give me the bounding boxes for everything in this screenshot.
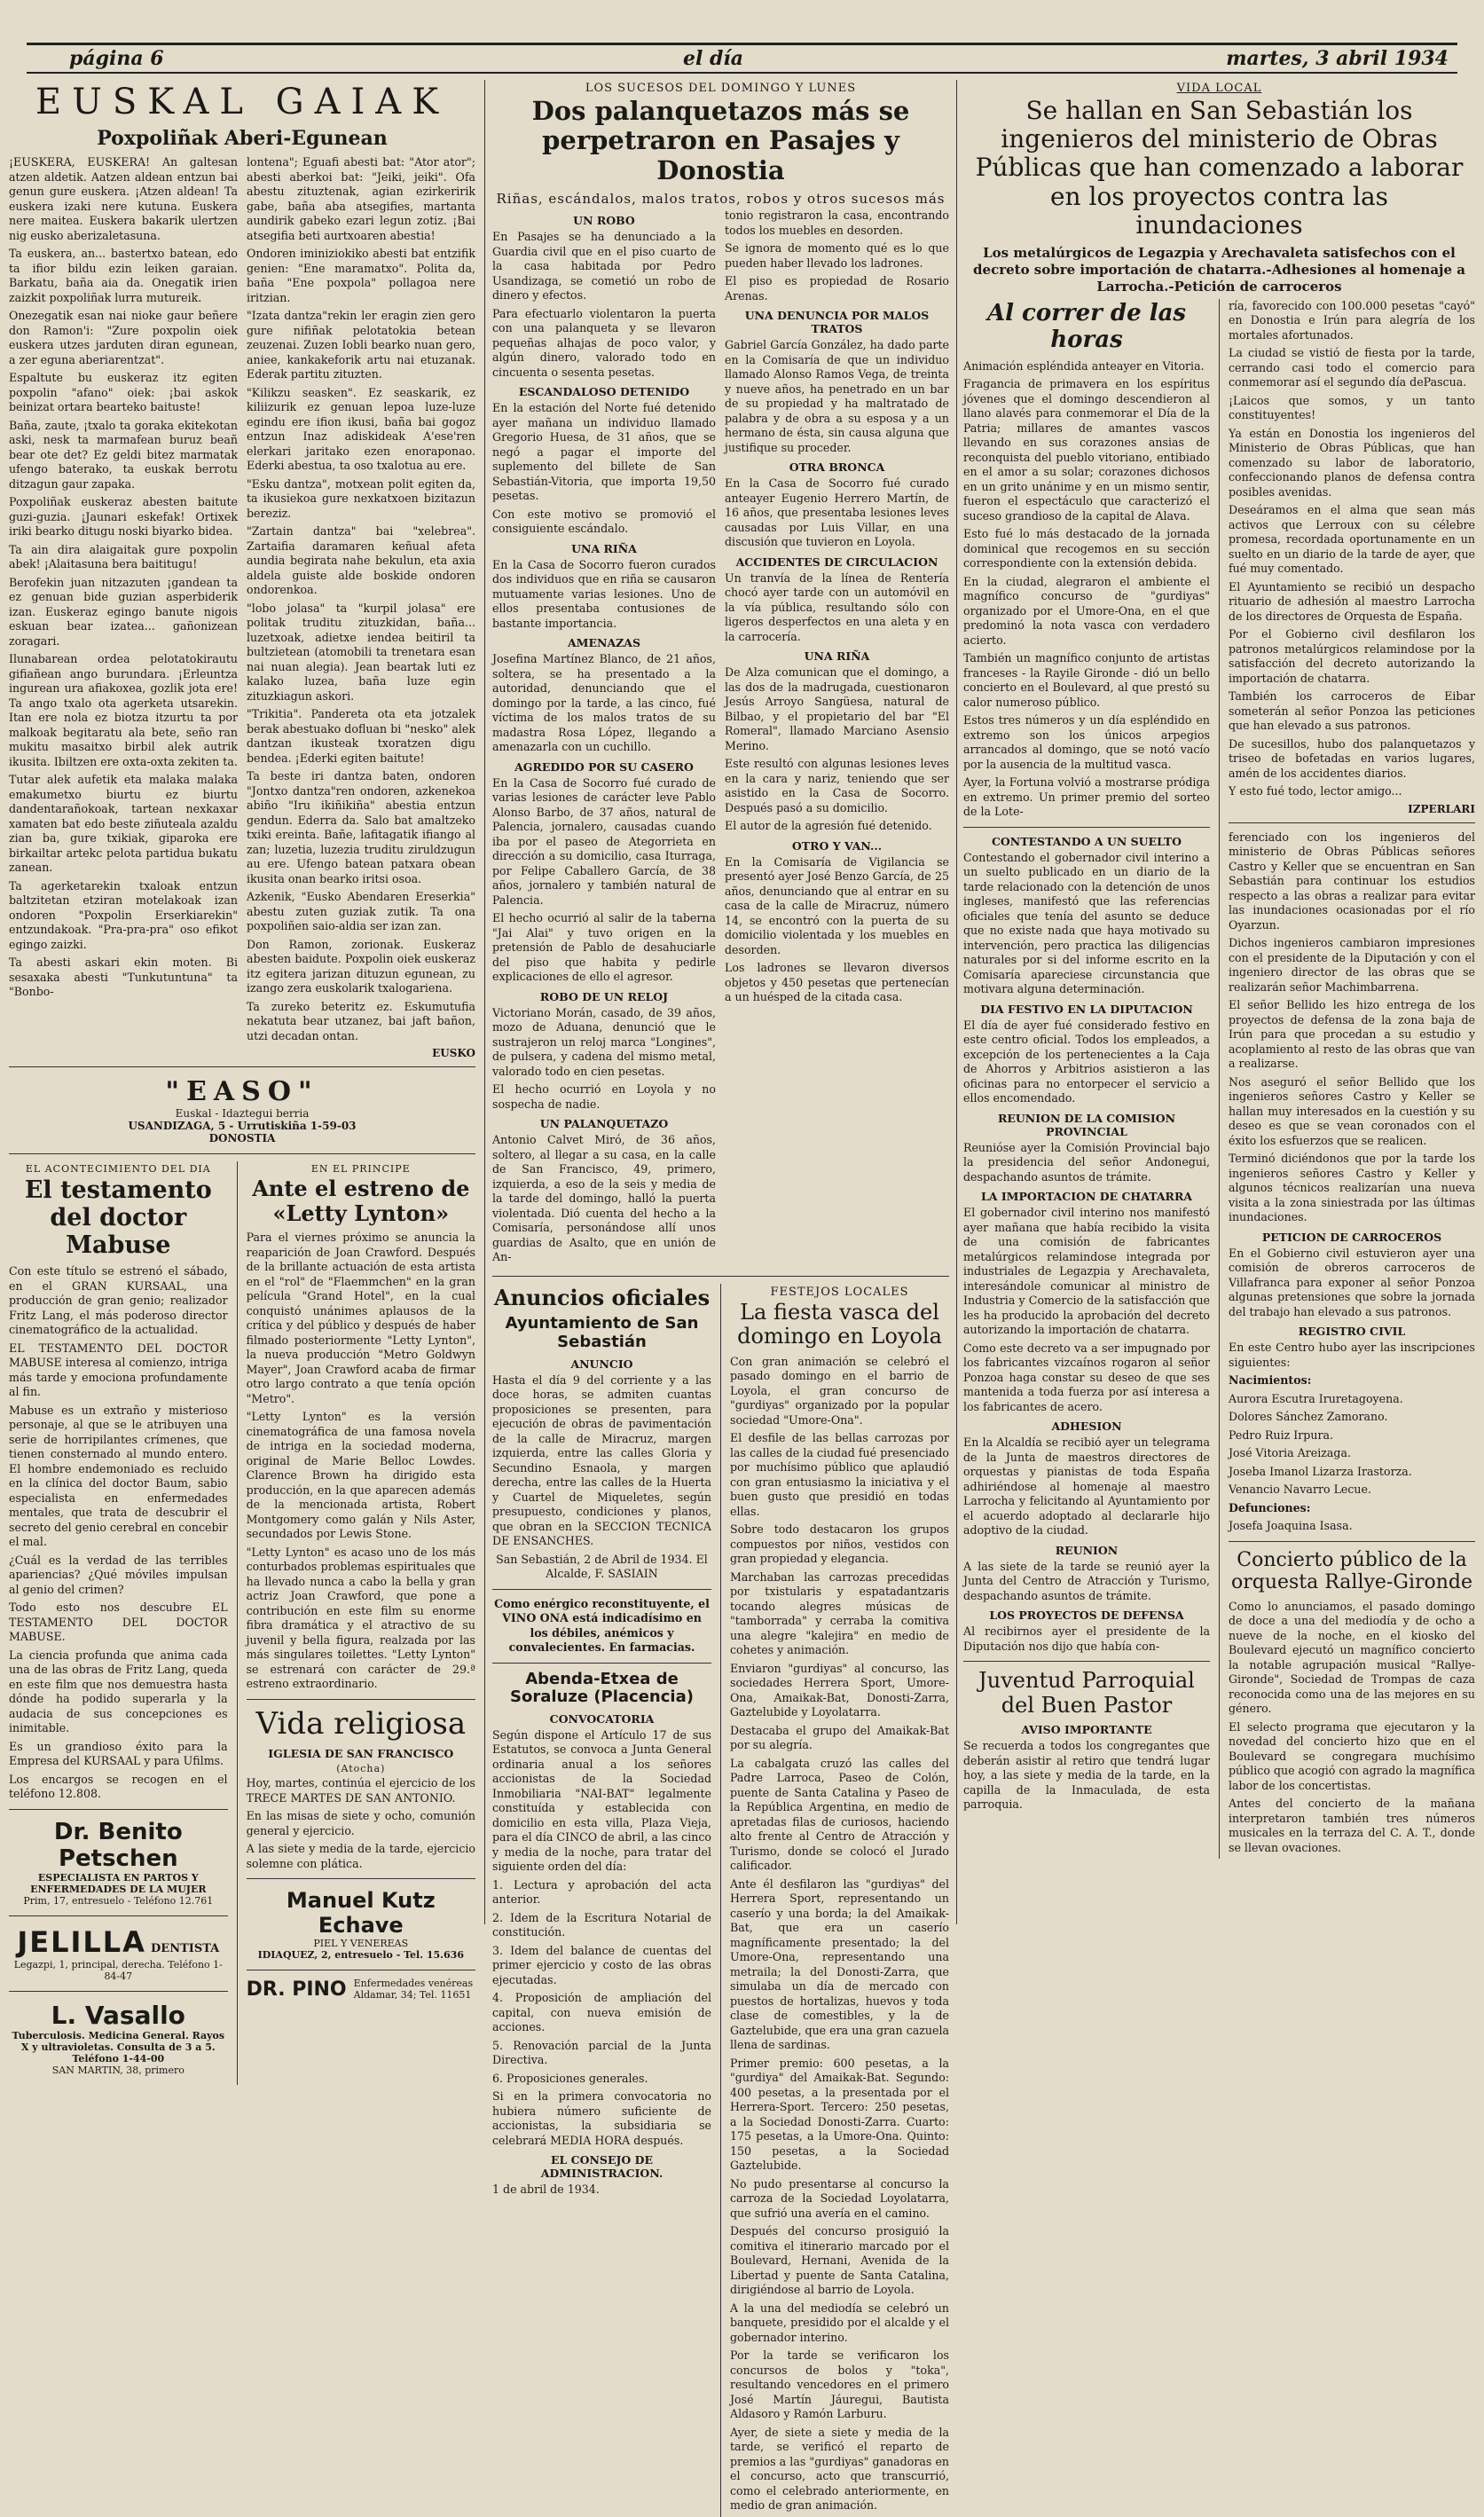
paragraph: lontena"; Eguafi abesti bat: "Ator ator"; abesti aberkoi bat: "Jeiki, jeiki". Ofa abestu zituztenak, agian ezirkeririk gabe, baña aba atsegifies, martanta aundirik gabeko ezari legun zotiz. ¡Bai atsegifia beti aurtxoaren abestia! [247, 155, 475, 242]
paragraph: Los encargos se recogen en el teléfono 12.808. [9, 1772, 228, 1801]
abenda-title: Abenda-Etxea de Soraluze (Placencia) [510, 1669, 694, 1707]
column-middle [492, 80, 950, 2513]
subheading: ACCIDENTES DE CIRCULACION [735, 555, 938, 569]
subheading: UN PALANQUETAZO [539, 1117, 669, 1131]
list-item: Venancio Navarro Lecue. [1229, 1483, 1372, 1497]
paragraph: Este resultó con algunas lesiones leves en la cara y nariz, teniendo que ser asistido en la Casa de Socorro. Después pasó a su domicilio. [725, 757, 949, 814]
paragraph: En la Casa de Socorro fueron curados dos individuos que en riña se causaron mutuamente varias lesiones. Uno de ellos presentaba contusiones de bastante importancia. [492, 557, 716, 630]
subheading: AGREDIDO POR SU CASERO [514, 759, 694, 774]
paragraph: Ta zureko beteritz ez. Eskumutufia nekatuta bear utzanez, bai jaft bañon, utzi decadan ontan. [247, 999, 475, 1042]
paragraph: Con gran animación se celebró el pasado domingo en el barrio de Loyola, el gran concurso de "gurdiyas" organizado por la popular sociedad "Umore-Ona". [730, 1354, 950, 1427]
paragraph: Josefina Martínez Blanco, de 21 años, soltera, se ha presentado a la autoridad, denunciando que el domingo por la tarde, a las cinco, fué víctima de los malos tratos de su madastra Rosa López, llegando a amenazarla con un cuchillo. [492, 652, 716, 754]
paragraph: Ayer, de siete a siete y media de la tarde, se verificó el reparto de premios a las "gurdiyas" ganadoras en el concurso, acto que transcurrió, como el celebrado anteriormente, en medio de gran animación. [730, 2425, 950, 2513]
ad-name: JELILLA [17, 1924, 146, 1959]
paragraph: Terminó diciéndonos que por la tarde los ingenieros señores Castro y Keller y algunos técnicos realizarían una nueva visita a la zona siniestrada por las últimas inundaciones. [1229, 1152, 1476, 1224]
signature: IZPERLARI [1408, 802, 1476, 815]
paragraph: "lobo jolasa" ta "kurpil jolasa" ere politak truditu zituzkidan, baña... luzetxoak, adietxe iendea beitiril ta bultzietean (atomobili ta trenetara esan nai nuan alegia). Jean beartak luti ez kalako luzea, baña luze egin zituzkiagun askori. [247, 601, 475, 703]
juventud-title: Juventud Parroquial del Buen Pastor [978, 1668, 1195, 1718]
paragraph: "Izata dantza"rekin ler eragin zien gero gure nifiñak pelotatokia betean zeuzenai. Zuzen Iobli bearko nuan gero, aniee, kankakeforik artu nai etuzanak. Ederak partitu zituzten. [247, 309, 475, 381]
ad-name: Dr. Benito Petschen [53, 1818, 183, 1872]
subheading: REUNION DE LA COMISION PROVINCIAL [997, 1111, 1176, 1138]
paragraph: ferenciado con los ingenieros del ministerio de Obras Públicas señores Castro y Keller que se encuentran en San Sebastián para continuar los estudios respecto a las obras a realizar para evitar las inundaciones ocasionadas por el río Oyarzun. [1229, 830, 1476, 932]
paragraph: Tutar alek aufetik eta malaka malaka emakumetxo biurtu ez biurtu dandentarañokoak, tartean nexkaxar xamaten bat edo beste ziñuteala azaldu zian ba, gure txikiak, giparoka ere birkailtar artekc pelota partidua bukatu zanean. [9, 773, 238, 875]
paragraph: En la estación del Norte fué detenido ayer mañana un individuo llamado Gregorio Huesa, de 31 años, que se negó a pagar el importe del suplemento del billete de San Sebastián-Vitoria, que importa 19,50 pesetas. [492, 401, 716, 503]
ad-kutz [247, 1888, 475, 1961]
euskal-gaiak-subtitle: Poxpoliñak Aberi-Egunean [97, 127, 388, 150]
paragraph: Antes del concierto de la mañana interpretaron también tres números musicales en la terraza del C. A. T., donde se llevan ovaciones. [1229, 1797, 1476, 1854]
paragraph: Ta beste iri dantza baten, ondoren "Jontxo dantza"ren ondoren, azkenekoa abiño "Iru ikiñikiña" abestia entzun gendun. Ederra da. Salo bat amaltzeko txiki ereinta. Bañe, lafitagatik ifiango al zan; luzetia, luzezia truditu ziruldzugun au ere. Ufengo batean patxara obean ikusita onan bearko iritsi osoa. [247, 769, 475, 885]
paragraph: ¡EUSKERA, EUSKERA! An galtesan atzen aldetik. Aatzen aldean entzun bai genun gure euskera. ¡Atzen aldean! Ta euskera izaki nere kutuna. Euskera nere maitea. Euskera bakarik ulertzen nig eusko aberizaletasuna. [9, 155, 238, 242]
paragraph: El selecto programa que ejecutaron y la novedad del concierto hizo que en el Boulevard se congregara muchísimo público que acogió con agrado la magnífica labor de los concertistas. [1229, 1719, 1476, 1792]
loyola-article [730, 1284, 949, 2517]
subheading: OTRA BRONCA [789, 460, 885, 475]
paragraph: A las siete y media de la tarde, ejercicio solemne con plática. [246, 1842, 475, 1870]
ad-easo [9, 1076, 475, 1144]
paragraph: La ciencia profunda que anima cada una de las obras de Fritz Lang, queda en este film que nos demuestra hasta dónde ha podido superarla y la audacia de sus concepciones es inimitable. [9, 1648, 228, 1735]
subheading: LA IMPORTACION DE CHATARRA [980, 1190, 1193, 1204]
list-item: Josefa Joaquina Isasa. [1229, 1519, 1353, 1533]
paragraph: Con este título se estrenó el sábado, en el GRAN KURSAAL, una producción de gran genio; realizador Fritz Lang, el más poderoso director cinematográfico de la actualidad. [9, 1264, 228, 1337]
paragraph: A las siete de la tarde se reunió ayer la Junta del Centro de Atracción y Turismo, despachando asuntos de trámite. [963, 1559, 1211, 1602]
issue-date: martes, 3 abril 1934 [1226, 47, 1449, 70]
newspaper-name: el día [683, 47, 744, 70]
page-number: página 6 [69, 47, 164, 70]
section-label: FESTEJOS LOCALES [770, 1285, 909, 1299]
list-item: Aurora Escutra Iruretagoyena. [1229, 1391, 1403, 1405]
paragraph: tonio registraron la casa, encontrando todos los muebles en desorden. [725, 208, 949, 237]
list-item: José Vitoria Areizaga. [1229, 1446, 1351, 1460]
ad-jelilla [9, 1925, 228, 1982]
paragraph: Ta agerketarekin txaloak entzun baltzitetan etziran motelakoak izan ondoren "Poxpolin Erserkiarekin" entzundakoak. "Pra-pra-pra" oso efikot egingo zaizki. [9, 878, 238, 951]
agenda-item: 6. Proposiciones generales. [492, 2071, 648, 2085]
paragraph: San Sebastián, 2 de Abril de 1934. El Alcalde, F. SASIAIN [496, 1552, 708, 1580]
ad-line: Enfermedades venéreas [353, 1978, 474, 1990]
ad-line: ESPECIALISTA EN PARTOS Y ENFERMEDADES DE LA MUJER [30, 1871, 207, 1895]
paragraph: El piso es propiedad de Rosario Arenas. [725, 274, 949, 303]
ad-name: "EASO" [165, 1076, 319, 1108]
paragraph: También un magnífico conjunto de artistas franceses - la Rayile Gironde - dió un bello concierto en el Boulevard, al que prestó su calor numeroso público. [963, 651, 1211, 709]
ad-line: Tuberculosis. Medicina General. Rayos X y ultravioletas. Consulta de 3 a 5. Teléfono 1-44-00 [12, 2029, 225, 2065]
paragraph: Ayer, la Fortuna volvió a mostrarse pródiga en extremo. Un primer premio del sorteo de la Lote- [963, 775, 1211, 819]
paragraph: El autor de la agresión fué detenido. [725, 819, 932, 833]
paragraph: De Alza comunican que el domingo, a las dos de la madrugada, cuestionaron Jesús Arroyo Sangüesa, natural de Bilbao, y el propietario del bar "El Romeral", llamado Marciano Asensio Merino. [725, 665, 949, 752]
agenda-item: 3. Idem del balance de cuentas del primer ejercicio y costo de las obras ejecutadas. [492, 1943, 712, 1986]
estreno-title: Ante el estreno de «Letty Lynton» [252, 1176, 470, 1226]
ad-line: IDIAQUEZ, 2, entresuelo - Tel. 15.636 [257, 1949, 464, 1962]
section-label: EL ACONTECIMIENTO DEL DIA [25, 1163, 211, 1176]
paragraph: Un tranvía de la línea de Rentería chocó ayer tarde con un automóvil en la vía pública, resultando sólo con ligeros desperfectos en una aleta y en la carrocería. [725, 570, 949, 643]
column-left [9, 80, 475, 2076]
paragraph: Si en la primera convocatoria no hubiera número suficiente de accionistas, la subsidiaria se celebrará MEDIA HORA después. [492, 2089, 712, 2147]
subheading: DIA FESTIVO EN LA DIPUTACION [980, 1002, 1193, 1016]
paragraph: Espaltute bu euskeraz itz egiten poxpolin "afano" oiek: ¡bai askok beinizat ortara bearteko baituste! [9, 371, 238, 414]
ad-line: Aldamar, 34; Tel. 11651 [353, 1989, 472, 2002]
subheading: AVISO IMPORTANTE [1021, 1723, 1152, 1737]
paragraph: Deseáramos en el alma que sean más activos que Lerroux con su célebre promesa, recordada oportunamente en un suelto en un diario de la tarde de ayer, que fué muy comentado. [1229, 503, 1476, 576]
paragraph: De sucesillos, hubo dos palanquetazos y triseo de bofetadas en varios lugares, amén de los accidentes diarios. [1229, 736, 1476, 780]
paragraph: "Kilikzu seasken". Ez seaskarik, ez kiliizurik ez genuan lepoa luze-luze egindu ere ifion ikusi, baña bai gogoz entzun Inaz adiskideak A'ese'ren elerkari jaritako ezen enoraponao. Ederki abestua, ta oso txalotua au ere. [247, 385, 475, 473]
euskal-gaiak-title: EUSKAL GAIAK [35, 82, 450, 122]
paragraph: Animación espléndida anteayer en Vitoria. [963, 358, 1205, 373]
paragraph: "Esku dantza", motxean polit egiten da, ta ikusiekoa gure nexkatxoen bizitazun bereziz. [247, 476, 475, 520]
vino-ona-ad: Como enérgico reconstituyente, el VINO ONA está indicadísimo en los débiles, anémicos y convalecientes. En farmacias. [494, 1596, 710, 1654]
paragraph: Nos aseguró el señor Bellido que los ingenieros señores Castro y Keller se hallan muy interesados en la cuestión y su deseo es que se vean coronados con el éxito los esfuerzos que se realicen. [1229, 1074, 1476, 1147]
ad-line: SAN MARTIN, 38, primero [51, 2064, 185, 2076]
paragraph: Por el Gobierno civil desfilaron los patronos metalúrgicos relamindose por la satisfacción del decreto autorizando la importación de chatarra. [1229, 627, 1476, 685]
subheading: IGLESIA DE SAN FRANCISCO [268, 1747, 454, 1761]
paragraph: ¿Cuál es la verdad de las terribles apariencias? ¿Qué móviles impulsan al genio del crimen? [9, 1553, 228, 1596]
paragraph: Don Ramon, zorionak. Euskeraz abesten baidute. Poxpolin oiek euskeraz itz egitera jarizan dituzun egunean, zu izango zera euskolarik txalogariena. [247, 937, 475, 995]
subheading: REUNION [1055, 1543, 1119, 1557]
anuncios-title: Anuncios oficiales [493, 1284, 711, 1310]
paragraph: Primer premio: 600 pesetas, a la "gurdiya" del Amaikak-Bat. Segundo: 400 pesetas, a la presentada por el Herrera-Sport. Tercero: 250 pesetas, a la Sociedad Donosti-Zarra. Cuarto: 175 pesetas, a la Umore-Ona. Quinto: 150 pesetas, a la Sociedad Gaztelubide. [730, 2056, 950, 2173]
paragraph: Antonio Calvet Miró, de 36 años, soltero, al llegar a su casa, en la calle de San Francisco, 49, primero, izquierda, a eso de la seis y media de la tarde del domingo, halló la puerta violentada. Dió cuenta del hecho a la Comisaría, personándose allí unos guardias de Asalto, que en unión de An- [492, 1133, 716, 1264]
paragraph: Reunióse ayer la Comisión Provincial bajo la presidencia del señor Andonegui, despachando asuntos de trámite. [963, 1140, 1211, 1184]
paragraph: Todo esto nos descubre EL TESTAMENTO DEL DOCTOR MABUSE. [9, 1601, 228, 1644]
paragraph: Ante él desfilaron las "gurdiyas" del Herrera Sport, representando un caserío y una borda; la del Amaikak-Bat, que era un caserío magníficamente presentado; la del Umore-Ona, representando una metraila; la del Donosti-Zarra, que simulaba un día de mercado con puestos de hortalizas, huevos y toda clase de comestibles, y la de Gaztelubide, que era una gran cazuela llena de sardinas. [730, 1876, 950, 2052]
list-label: Nacimientos: [1229, 1373, 1312, 1388]
ad-petschen [9, 1819, 228, 1907]
paragraph: Victoriano Morán, casado, de 39 años, mozo de Aduana, denunció que le sustrajeron un reloj marca "Longines", de pulsera, y cadena del mismo metal, valorado todo en cien pesetas. [492, 1005, 716, 1078]
paragraph: Para el viernes próximo se anuncia la reaparición de Joan Crawford. Después de la brillante actuación de esta artista en el "rol" de "Flaemmchen" en la gran película "Grand Hotel", en la cual conquistó unánimes aplausos de la crítica y del público y después de haber filmado posteriormente "Letty Lynton", la nueva producción "Metro Goldwyn Mayer", Joan Crawford acaba de firmar otro largo contrato a que tenía opción "Metro". [246, 1231, 475, 1405]
agenda-item: 4. Proposición de ampliación del capital, con nueva emisión de acciones. [492, 1991, 712, 2034]
paragraph: La cabalgata cruzó las calles del Padre Larroca, Paseo de Colón, puente de Santa Catalina y Paseo de la República Argentina, en medio de apretadas filas de curiosos, haciendo alto frente al Centro de Atracción y Turismo, donde se colocó el Jurado calificador. [730, 1756, 950, 1873]
subheading: UNA RIÑA [571, 541, 637, 555]
paragraph: El hecho ocurrió en Loyola y no sospecha de nadie. [492, 1082, 716, 1111]
subheading: CONVOCATORIA [549, 1711, 655, 1726]
paragraph: "Zartain dantza" bai "xelebrea". Zartaifia daramaren keñual afeta aundia begirata nahe bekulun, eta axia aldela guiste alde boskide ondoren ondorenkoa. [247, 524, 475, 597]
subheading: UNA RIÑA [804, 649, 870, 664]
agenda-item: 5. Renovación parcial de la Junta Directiva. [492, 2038, 712, 2067]
agenda-item: 2. Idem de la Escritura Notarial de constitución. [492, 1910, 712, 1939]
column-rule [484, 80, 485, 1924]
ad-tag: DENTISTA [151, 1941, 220, 1955]
paragraph: En el Gobierno civil estuvieron ayer una comisión de obreros carroceros de Villafranca para exponer al señor Ponzoa algunas pretensiones que sobre la jornada del trabajo han elevado a sus patronos. [1229, 1246, 1476, 1318]
concierto-title: Concierto público de la orquesta Rallye-Gironde [1230, 1548, 1473, 1594]
paragraph: El día de ayer fué considerado festivo en este centro oficial. Todos los empleados, a excepción de los pertenecientes a la Caja de Ahorros y Arbitrios asistieron a las oficinas para no entorpecer el servicio a ellos encomendado. [963, 1018, 1211, 1105]
paragraph: En las misas de siete y ocho, comunión general y ejercicio. [246, 1809, 475, 1837]
agenda-item: 1. Lectura y aprobación del acta anterior. [492, 1877, 712, 1907]
ad-line: USANDIZAGA, 5 - Urrutiskiña 1-59-03 [128, 1120, 357, 1133]
euskal-gaiak-body [9, 155, 475, 1059]
estreno-article [247, 1161, 475, 2085]
subheading: OTRO Y VAN... [791, 838, 883, 853]
column-right [963, 80, 1475, 1924]
section-label: LOS SUCESOS DEL DOMINGO Y LUNES [585, 82, 857, 95]
masthead [27, 43, 1457, 74]
paragraph: ría, favorecido con 100.000 pesetas "cayó" en Donostia e Irún para alegría de los mortales afortunados. [1229, 298, 1476, 342]
ad-vasallo [9, 2001, 228, 2076]
paragraph: En la Casa de Socorro fué curado anteayer Eugenio Herrero Martín, de 16 años, que presentaba lesiones leves causadas por Luis Villar, en una discusión que tuvieron en Loyola. [725, 476, 949, 549]
ad-line: Euskal - Idaztegui berria [175, 1107, 310, 1121]
sucesos-body [492, 208, 949, 1269]
paragraph: Es un grandioso éxito para la Empresa del KURSAAL y para Ufilms. [9, 1739, 228, 1768]
paragraph: Gabriel García González, ha dado parte en la Comisaría de que un individuo llamado Alonso Ramos Vega, de treinta y nueve años, ha penetrado en un bar de su propiedad y ha maltratado de palabra y de obra a su esposa y a un hermano de ésta, sin causa alguna que justifique su proceder. [725, 338, 949, 454]
paragraph: Por la tarde se verificaron los concursos de bolos y "toka", resultando vencedores en el primero José Martín Jáuregui, Bautista Aldasoro y Ramón Larburu. [730, 2348, 950, 2421]
paragraph: Onezegatik esan nai nioke gaur beñere don Ramon'i: "Zure poxpolin oiek euskera utzes jarduten diran egunean, a zer eguna aberiarentzat". [9, 309, 238, 366]
paragraph: "Trikitia". Pandereta ota eta jotzalek berak abestuako dofluan bi "nesko" alek dantzan ikusteak txoratzen digu bendea. ¡Ederki egiten baitute! [247, 707, 475, 765]
paragraph: La ciudad se vistió de fiesta por la tarde, cerrando casi todo el comercio para conmemorar así el segundo día dePascua. [1229, 346, 1476, 389]
paragraph: En la ciudad, alegraron el ambiente el magnífico concurso de "gurdiyas" organizado por el Umore-Ona, en el que predominó la nota vasca con verdadero acierto. [963, 574, 1211, 647]
paragraph: Ondoren iminiziokiko abesti bat entzifik genien: "Ene maramatxo". Polita da, baña "Ene poxpola" pollagoa nere iritzian. [247, 247, 475, 304]
paragraph: No pudo presentarse al concurso la carroza de la Sociedad Loyolatarra, que sufrió una avería en el camino. [730, 2176, 950, 2220]
paragraph: Sobre todo destacaron los grupos compuestos por niños, vestidos con gran propiedad y elegancia. [730, 1522, 950, 1566]
paragraph: Ta euskera, an... bastertxo batean, edo ta ifior bildu ezin leiken garaian. Barkatu, baña aia da. Onegatik irien zaizkit poxpoliñak lurra mutureik. [9, 247, 238, 304]
paragraph: El desfile de las bellas carrozas por las calles de la ciudad fué presenciado por muchísimo público que aplaudió con gran entusiasmo la iniciativa y el buen gusto que presidió en todas ellas. [730, 1431, 950, 1518]
ad-line: Prim, 17, entresuelo - Teléfono 12.761 [23, 1894, 214, 1907]
paragraph: Ta abesti askari ekin moten. Bi sesaxaka abesti "Tunkutuntuna" ta "Bonbo- [9, 956, 238, 999]
paragraph: "Letty Lynton" es la versión cinematográfica de una famosa novela de intriga en la sociedad moderna, original de Marie Belloc Lowdes. Clarence Brown ha dirigido esta producción, en la que aparecen además de la mencionada artista, Robert Montgomery como galán y Nils Aster, secundados por Lewis Stone. [246, 1410, 475, 1541]
subheading: ADHESION [1051, 1420, 1122, 1434]
paragraph: ¡Laicos que somos, y un tanto constituyentes! [1229, 393, 1476, 422]
paragraph: A la una del mediodía se celebró un banquete, presidido por el alcalde y el gobernador interino. [730, 2301, 950, 2344]
paragraph: Baña, zaute, ¡txalo ta goraka ekitekotan aski, nesk ta marmafean buruz beañ bear ote det? Ez geldi bitez marmatak ufengo baterako, ta euskak berrotu ditzagun gaur zapaka. [9, 418, 238, 491]
paragraph: Ya están en Donostia los ingenieros del Ministerio de Obras Públicas, que han comenzado su labor de laboratorio, confeccionando planos de defensa contra posibles avenidas. [1229, 426, 1476, 499]
paragraph: Se recuerda a todos los congregantes que deberán asistir al retiro que tendrá lugar hoy, a las siete y media de la tarde, en la capilla de la Inmaculada, de esta parroquia. [963, 1739, 1211, 1812]
paragraph: Según dispone el Artículo 17 de sus Estatutos, se convoca a Junta General ordinaria anual a los señores accionistas de la Sociedad Inmobiliaria "NAI-BAT" legalmente constituída y establecida con domicilio en esta villa, Plaza Vieja, para el día CINCO de abril, a las cinco y media de la noche, para tratar del siguiente orden del día: [492, 1727, 712, 1874]
paragraph: Fragancia de primavera en los espíritus jóvenes que el domingo descendieron al llano alavés para conmemorar el Día de la Patria; millares de amantes vascos llevando en sus corazones ansias de reconquista del pueblo vitoriano, entibiado en el amor a su solar; corazones dichosos en un grito unánime y en un mismo sentir, fueron el espectáculo que caracterizó el suceso grandioso de la capital de Alava. [963, 377, 1211, 523]
paragraph: El gobernador civil interino nos manifestó ayer mañana que había recibido la visita de una comisión de fabricantes metalúrgicos relamindose integrada por industriales de Legazpia y Arechavaleta, interesándole comunicar al ministro de Industria y Comercio de la satisfacción que les ha producido la aprobación del decreto autorizando la importación de chatarra. [963, 1206, 1211, 1337]
vida-local-deck: Los metalúrgicos de Legazpia y Arechavaleta satisfechos con el decreto sobre importación de chatarra.-Adhesiones al homenaje a Larrocha.-Petición de carroceros [973, 244, 1465, 295]
signature: EUSKO [432, 1047, 475, 1060]
paragraph: En la Casa de Socorro fué curado de varias lesiones de carácter leve Pablo Alonso Barbo, de 37 años, natural de Palencia, jornalero, causadas cuando iba por el paseo de Ategorrieta en dirección a su domicilio, casa Iturraga, por Felipe Caballero García, de 38 años, jornalero y también natural de Palencia. [492, 775, 716, 907]
ad-name: Manuel Kutz Echave [286, 1888, 436, 1939]
mabuse-title: El testamento del doctor Mabuse [24, 1176, 212, 1260]
signature: EL CONSEJO DE ADMINISTRACION. [540, 2153, 663, 2181]
sucesos-title: Dos palanquetazos más se perpetraron en Pasajes y Donostia [531, 96, 910, 185]
sucesos-deck: Riñas, escándalos, malos tratos, robos y otros sucesos más [496, 191, 946, 208]
paragraph: Con este motivo se promovió el consiguiente escándalo. [492, 507, 716, 536]
subheading: LOS PROYECTOS DE DEFENSA [989, 1609, 1184, 1623]
paragraph: Y esto fué todo, lector amigo... [1229, 784, 1402, 798]
paragraph: En la Alcaldía se recibió ayer un telegrama de la Junta de maestros directores de orquestas y pianistas de toda España adhiriéndose al homenaje al maestro Larrocha y felicitando al Ayuntamiento por el acuerdo adoptado al declararle hijo adoptivo de la ciudad. [963, 1435, 1211, 1538]
subheading: UNA DENUNCIA POR MALOS TRATOS [744, 309, 930, 336]
paragraph: En Pasajes se ha denunciado a la Guardia civil que en el piso cuarto de la casa habitada por Pedro Usandizaga, se cometió un robo de dinero y efectos. [492, 230, 716, 303]
date: 1 de abril de 1934. [492, 2183, 600, 2197]
ad-name: DR. PINO [246, 1978, 347, 2001]
al-correr-title: Al correr de las horas [986, 299, 1187, 353]
paragraph: En la Comisaría de Vigilancia se presentó ayer José Benzo García, de 25 años, denunciando que al entrar en su casa de la calle de Miracruz, número 14, se encontró con la puerta de su domicilio violentada y los muebles en desorden. [725, 854, 949, 956]
subheading: ANUNCIO [570, 1357, 633, 1371]
anuncios-oficiales [492, 1284, 711, 2517]
paragraph: Hasta el día 9 del corriente y a las doce horas, se admiten cuantas proposiciones se presenten, para ejecución de obras de pavimentación de la calle de Miracruz, margen izquierda, entre las calles Gloria y Secundino Esnaola, y margen derecha, entre las calles de la Huerta y Cuartel de Miqueletes, según presupuesto, condiciones y planos, que obran en la SECCION TECNICA DE ENSANCHES. [492, 1373, 712, 1547]
paragraph: Destacaba el grupo del Amaikak-Bat por su alegría. [730, 1723, 950, 1752]
subheading: AMENAZAS [567, 636, 641, 650]
ad-pino [247, 1978, 475, 2001]
mabuse-article [9, 1161, 228, 2085]
paragraph: Los ladrones se llevaron diversos objetos y 450 pesetas que pertenecían a un huésped de la citada casa. [725, 961, 949, 1004]
subheading: UN ROBO [573, 214, 635, 228]
paragraph: Ilunabarean ordea pelotatokirautu gifiañean ango burundara. ¡Erleuntza ingurean ura afiakoxea, gozlik jota ere! Ta ango txalo ota agerketa utsarekin. Itan ere nola ez biotza itzurtu ta por malkoak begitaratu ala bete, seño ran mukitu masaitxo birbil alek autrik ikusita. Ibiltzen ere oxta-oxta zekiten ta. [9, 652, 238, 768]
paragraph: Esto fué lo más destacado de la jornada dominical que recogemos en su sección correspondiente con la extensión debida. [963, 527, 1211, 570]
paragraph: Poxpoliñak euskeraz abesten baitute guzi-guzia. ¡Jaunari eskefak! Ortixek iriki bearko ditugu noski biyarko bidea. [9, 495, 238, 539]
column-rule [956, 80, 957, 1924]
loyola-title: La fiesta vasca del domingo en Loyola [737, 1299, 942, 1349]
paragraph: El hecho ocurrió al salir de la taberna "Jai Alai" y tuvo origen en la pretensión de Pablo de desahuciarle del piso que habita y pedirle explicaciones de ello el agresor. [492, 911, 716, 984]
paragraph: Contestando el gobernador civil interino a un suelto publicado en un diario de la tarde relacionado con la detención de unos ingleses, manifestó que las referencias oficiales que tenía del asunto se deduce que no existe nada que haya motivado su intervención, pero practica las diligencias naturales por si del informe escrito en la Comisaría apareciese circunstancia que motivara alguna determinación. [963, 850, 1211, 996]
paragraph: "Letty Lynton" es acaso uno de los más conturbados problemas espirituales que ha llevado nunca a cabo la bella y gran actriz Joan Crawford, que pone a contribución en este film su enorme fibra dramática y el atractivo de su juvenil y bella figura, realzada por las más singulares toilettes. "Letty Lynton" se estrenará con carácter de 29.ª estreno extraordinario. [246, 1545, 475, 1691]
paragraph: El señor Bellido les hizo entrega de los proyectos de defensa de la zona baja de Irún para que procedan a su estudio y acoplamiento al resto de las obras que van a realizarse. [1229, 998, 1476, 1071]
list-item: Pedro Ruiz Irpura. [1229, 1428, 1333, 1442]
paragraph: Al recibirnos ayer el presidente de la Diputación nos dijo que había con- [963, 1624, 1211, 1653]
subheading: ESCANDALOSO DETENIDO [518, 385, 690, 399]
paragraph: Como este decreto va a ser impugnado por los fabricantes vizcaínos rogaron al señor Ponzoa haga constar su deseo de que ses mantenida a toda fuerza por así interesa a los fabricantes de acero. [963, 1341, 1211, 1413]
subheading: REGISTRO CIVIL [1298, 1325, 1406, 1339]
ayuntamiento-title: Ayuntamiento de San Sebastián [505, 1314, 699, 1351]
vida-local-title: Se hallan en San Sebastián los ingenieros del ministerio de Obras Públicas que han comenzado a laborar en los proyectos contra las inundaciones [975, 96, 1464, 240]
paragraph: Ta ain dira alaigaitak gure poxpolin abek! ¡Alaitasuna bera baititugu! [9, 542, 238, 571]
paragraph: En este Centro hubo ayer las inscripciones siguientes: [1229, 1341, 1476, 1369]
paragraph: Marchaban las carrozas precedidas por txistularis y espatadantzaris tocando alegres músicas de "tamborrada" y cerraba la comitiva una alegre "kalejira" en medio de cohetes y animación. [730, 1569, 950, 1657]
ad-line: Legazpi, 1, principal, derecha. Teléfono 1-84-47 [13, 1958, 223, 1982]
paragraph: Enviaron "gurdiyas" al concurso, las sociedades Herrera Sport, Umore-Ona, Amaikak-Bat, Donosti-Zarra, Gaztelubide y Loyolatarra. [730, 1661, 950, 1719]
paragraph: EL TESTAMENTO DEL DOCTOR MABUSE interesa al comienzo, intriga más tarde y emociona profundamente al fin. [9, 1341, 228, 1399]
paragraph: Después del concurso prosiguió la comitiva el itinerario marcado por el Boulevard, Hernani, Avenida de la Libertad y puente de Santa Catalina, dirigiéndose al barrio de Loyola. [730, 2224, 950, 2297]
paragraph: Azkenik, "Eusko Abendaren Ereserkia" abestu zuten guziak zutik. Ta ona poxpoliñen saio-aldia ser izan zan. [247, 890, 475, 933]
ad-line: DONOSTIA [208, 1132, 276, 1145]
paragraph: Berofekin juan nitzazuten ¡gandean ta ez genuan bide guzian asperbiderik izan. Euskeraz egingo banute nigois eskuan bear izatea... gañonizean zoragari. [9, 575, 238, 648]
section-label: EN EL PRINCIPE [310, 1163, 411, 1176]
subheading: (Atocha) [336, 1763, 386, 1775]
paragraph: Mabuse es un extraño y misterioso personaje, al que se le atribuyen una serie de horripilantes crímenes, que tienen consternado al mundo entero. El hombre endemoniado es recluido en la clínica del doctor Baum, sabio especialista en enfermedades mentales, que trata de descubrir el secreto del genio cerebral en concebir el mal. [9, 1403, 228, 1549]
paragraph: Como lo anunciamos, el pasado domingo de doce a una del mediodía y de ocho a nueve de la noche, en el kiosko del Boulevard ejecutó un magnífico concierto la notable agrupación musical "Rallye-Gironde", Sociedad de Trompas de caza reconocida como una de las mejores en su género. [1229, 1599, 1476, 1716]
subheading: ROBO DE UN RELOJ [539, 989, 669, 1003]
ad-name: L. Vasallo [51, 2000, 185, 2030]
subheading: CONTESTANDO A UN SUELTO [991, 834, 1182, 848]
list-item: Joseba Imanol Lizarza Irastorza. [1229, 1464, 1412, 1478]
section-label: VIDA LOCAL [1176, 82, 1262, 95]
subheading: PETICION DE CARROCEROS [1261, 1230, 1442, 1244]
paragraph: También los carroceros de Eibar someterán al señor Ponzoa las peticiones que han elevado a sus patronos. [1229, 689, 1476, 733]
ad-line: PIEL Y VENEREAS [313, 1938, 409, 1950]
paragraph: Se ignora de momento qué es lo que pueden haber llevado los ladrones. [725, 241, 949, 270]
paragraph: Para efectuarlo violentaron la puerta con una palanqueta y se llevaron pequeñas alhajas de poco valor, y algún dinero, valorado todo en cincuenta o sesenta pesetas. [492, 306, 716, 379]
paragraph: Hoy, martes, continúa el ejercicio de los TRECE MARTES DE SAN ANTONIO. [246, 1776, 475, 1805]
vida-religiosa-title: Vida religiosa [255, 1705, 467, 1742]
paragraph: Estos tres números y un día espléndido en extremo son los únicos arpegios arrancados al domingo, que se notó vacío por la ausencia de la multitud vasca. [963, 713, 1211, 771]
paragraph: Dichos ingenieros cambiaron impresiones con el presidente de la Diputación y con el ingeniero director de las obras que se realizarán señor Machimbarrena. [1229, 936, 1476, 994]
list-item: Dolores Sánchez Zamorano. [1229, 1410, 1388, 1424]
paragraph: El Ayuntamiento se recibió un despacho rituario de adhesión al maestro Larrocha de los directores de Orquesta de España. [1229, 579, 1476, 623]
list-label: Defunciones: [1229, 1500, 1311, 1514]
